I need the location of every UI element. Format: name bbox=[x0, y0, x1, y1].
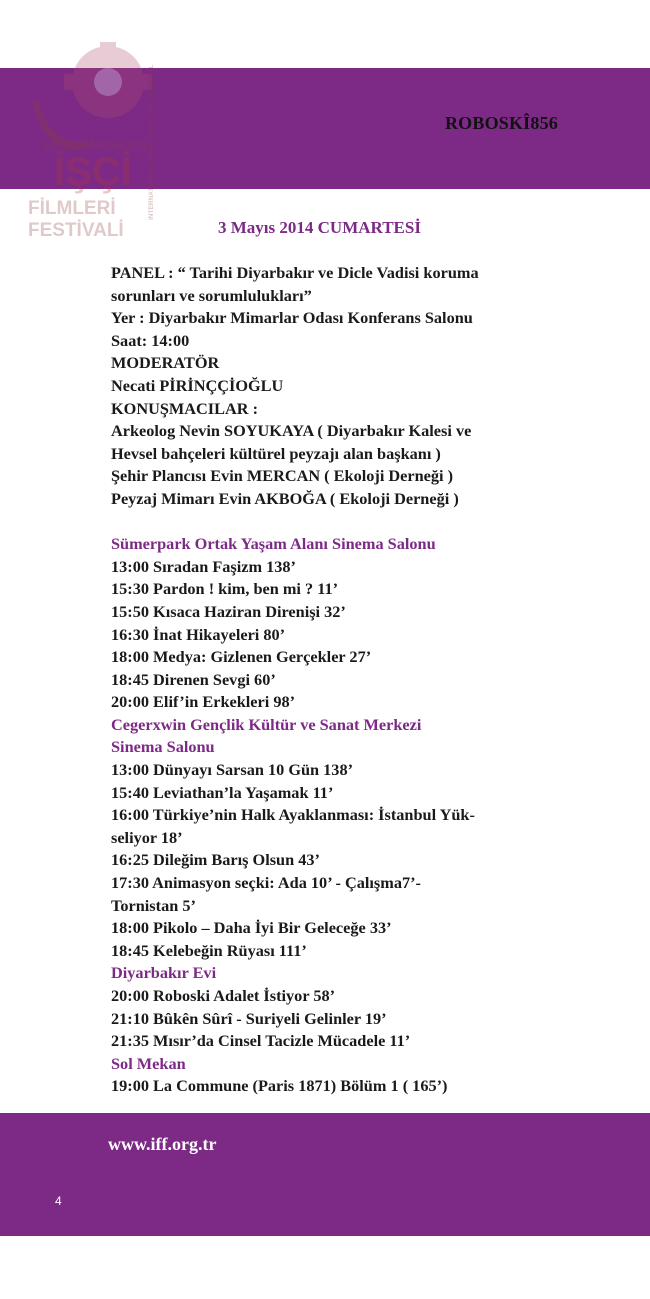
panel-line: Arkeolog Nevin SOYUKAYA ( Diyarbakır Kalesi ve bbox=[111, 421, 472, 441]
panel-line: Hevsel bahçeleri kültürel peyzajı alan başkanı ) bbox=[111, 443, 441, 463]
film-reel-icon bbox=[28, 40, 178, 150]
screening-item: seliyor 18’ bbox=[111, 827, 183, 847]
venue-heading: Sümerpark Ortak Yaşam Alanı Sinema Salonu bbox=[111, 534, 436, 554]
screening-item: 15:30 Pardon ! kim, ben mi ? 11’ bbox=[111, 579, 339, 599]
panel-line: MODERATÖR bbox=[111, 353, 220, 373]
panel-line: sorunları ve sorumlulukları” bbox=[111, 285, 312, 305]
program-content bbox=[111, 262, 541, 1098]
logo-side-text: INTERNATIONAL LABOR FILM & VIDEO FESTIVAL bbox=[148, 64, 155, 220]
venue-heading: Sol Mekan bbox=[111, 1053, 186, 1073]
screening-item: 21:10 Bûkên Sûrî - Suriyeli Gelinler 19’ bbox=[111, 1008, 387, 1028]
screening-item: 21:35 Mısır’da Cinsel Tacizle Mücadele 11’ bbox=[111, 1031, 411, 1051]
panel-line: Necati PİRİNÇÇİOĞLU bbox=[111, 375, 284, 395]
logo-line-1: ULUSLARARASI bbox=[44, 138, 147, 153]
venue-sumerpark bbox=[111, 533, 541, 714]
screening-item: 19:00 La Commune (Paris 1871) Bölüm 1 ( 165’) bbox=[111, 1076, 448, 1096]
venue-heading: Sinema Salonu bbox=[111, 737, 215, 757]
screening-item: 18:00 Pikolo – Daha İyi Bir Geleceğe 33’ bbox=[111, 918, 392, 938]
website-link[interactable]: www.iff.org.tr bbox=[108, 1134, 217, 1154]
screening-item: 18:45 Kelebeğin Rüyası 111’ bbox=[111, 940, 307, 960]
panel-section bbox=[111, 262, 541, 511]
logo-line-4: FESTİVALİ bbox=[28, 220, 124, 241]
date-title: 3 Mayıs 2014 CUMARTESİ bbox=[218, 218, 421, 237]
panel-line: Yer : Diyarbakır Mimarlar Odası Konferans Salonu bbox=[111, 308, 473, 328]
panel-line: Saat: 14:00 bbox=[111, 330, 190, 350]
venue-heading: Cegerxwin Gençlik Kültür ve Sanat Merkezi bbox=[111, 714, 422, 734]
screening-item: 18:45 Direnen Sevgi 60’ bbox=[111, 669, 276, 689]
footer-band bbox=[0, 1113, 650, 1236]
screening-item: 15:50 Kısaca Haziran Direnişi 32’ bbox=[111, 601, 346, 621]
logo-line-3: FİLMLERİ bbox=[28, 198, 116, 219]
venue-cegerxwin bbox=[111, 714, 541, 963]
screening-item: 15:40 Leviathan’la Yaşamak 11’ bbox=[111, 782, 334, 802]
page-number: 4 bbox=[55, 1194, 62, 1208]
screening-item: 16:00 Türkiye’nin Halk Ayaklanması: İstanbul Yük- bbox=[111, 805, 475, 825]
venue-diyarbakir-evi bbox=[111, 962, 541, 1052]
logo-line-2: İŞÇİ bbox=[54, 150, 132, 194]
screening-item: 20:00 Roboski Adalet İstiyor 58’ bbox=[111, 986, 336, 1005]
screening-item: 16:30 İnat Hikayeleri 80’ bbox=[111, 624, 286, 644]
panel-line: Şehir Plancısı Evin MERCAN ( Ekoloji Derneği ) bbox=[111, 466, 454, 486]
panel-line: PANEL : “ Tarihi Diyarbakır ve Dicle Vadisi koruma bbox=[111, 263, 479, 282]
venue-sol-mekan bbox=[111, 1053, 541, 1098]
screening-item: 17:30 Animasyon seçki: Ada 10’ - Çalışma7’- bbox=[111, 873, 421, 893]
panel-line: KONUŞMACILAR : bbox=[111, 398, 258, 418]
screening-item: Tornistan 5’ bbox=[111, 895, 196, 915]
panel-line: Peyzaj Mimarı Evin AKBOĞA ( Ekoloji Derneği ) bbox=[111, 488, 459, 508]
screening-item: 13:00 Dünyayı Sarsan 10 Gün 138’ bbox=[111, 760, 354, 780]
screening-item: 20:00 Elif’in Erkekleri 98’ bbox=[111, 692, 296, 712]
screening-item: 18:00 Medya: Gizlenen Gerçekler 27’ bbox=[111, 647, 372, 667]
festival-logo bbox=[28, 40, 183, 255]
screening-item: 16:25 Dileğim Barış Olsun 43’ bbox=[111, 850, 320, 870]
page-code: ROBOSKÎ856 bbox=[444, 113, 558, 133]
venue-heading: Diyarbakır Evi bbox=[111, 963, 217, 983]
screening-item: 13:00 Sıradan Faşizm 138’ bbox=[111, 556, 296, 576]
